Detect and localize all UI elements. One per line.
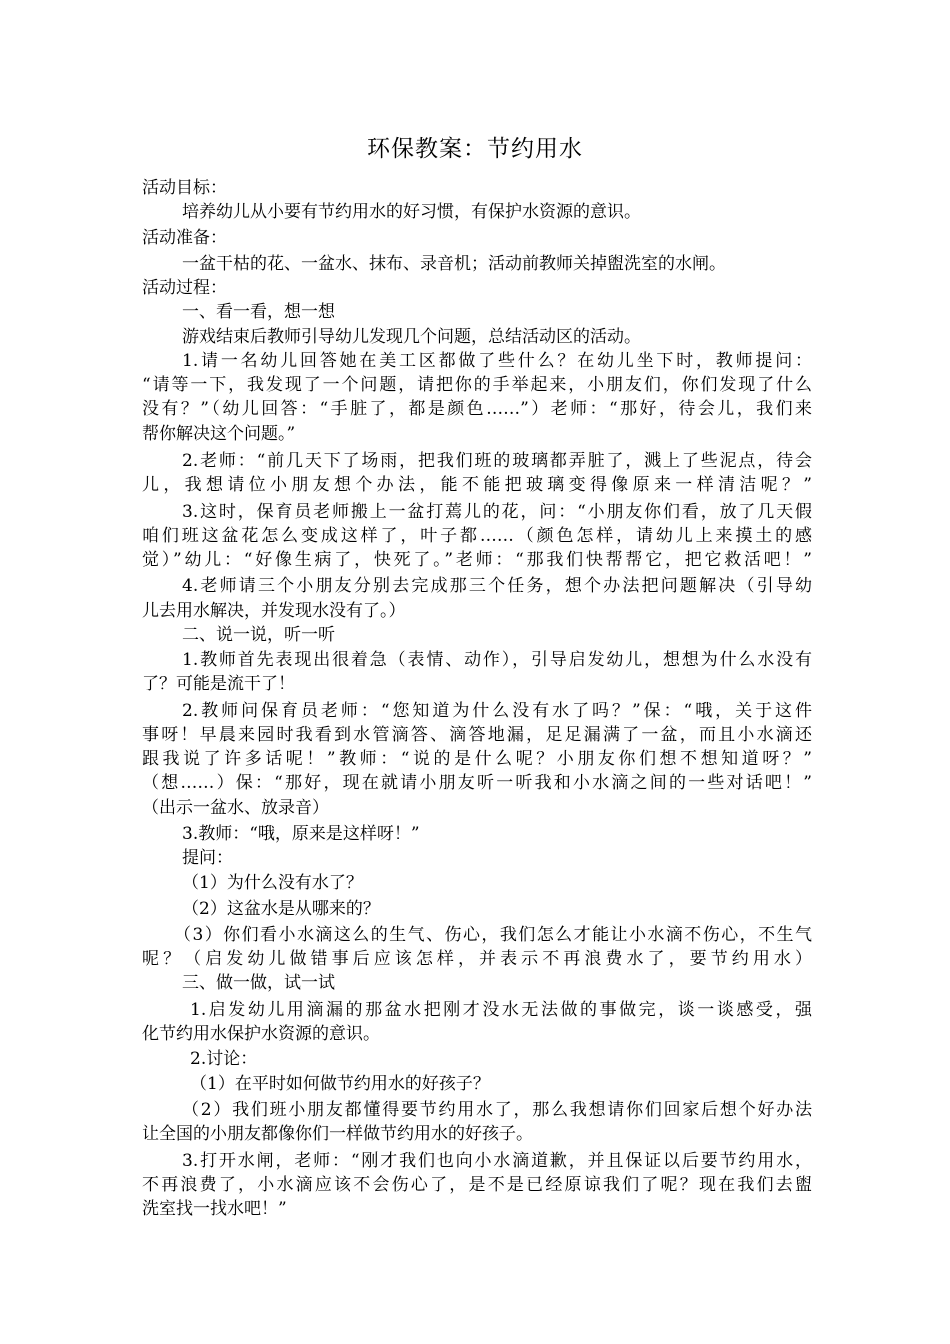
paragraph-line: 1.启发幼儿用滴漏的那盆水把刚才没水无法做的事做完，谈一谈感受，强 [190,1000,812,1020]
paragraph-line: 活动准备： [142,228,227,248]
paragraph-line: 2.老师：“前几天下了场雨，把我们班的玻璃都弄脏了，溅上了些泥点，待会 [182,451,812,471]
paragraph-line: 活动目标： [142,178,227,198]
paragraph-line: （1）在平时如何做节约用水的好孩子？ [190,1074,490,1094]
paragraph-line: 提问： [182,848,233,868]
paragraph-line: 三、做一做，试一试 [182,973,335,993]
paragraph-line: （2）我们班小朋友都懂得要节约用水了，那么我想请你们回家后想个好办法 [182,1100,812,1120]
document-title: 环保教案：节约用水 [367,136,583,162]
paragraph-line: 不再浪费了，小水滴应该不会伤心了，是不是已经原谅我们了呢？现在我们去盥 [142,1175,812,1195]
paragraph-line: 3.打开水闸，老师：“刚才我们也向小水滴道歉，并且保证以后要节约用水， [182,1151,812,1171]
paragraph-line: 了？可能是流干了！ [142,674,295,694]
paragraph-line: 呢？（启发幼儿做错事后应该怎样，并表示不再浪费水了，要节约用水） [142,949,812,969]
paragraph-line: 1.请一名幼儿回答她在美工区都做了些什么？在幼儿坐下时，教师提问： [182,351,812,371]
paragraph-line: 2.教师问保育员老师：“您知道为什么没有水了吗？”保：“哦，关于这件 [182,701,812,721]
paragraph-line: 二、说一说，听一听 [182,625,335,645]
paragraph-line: 帮你解决这个问题。” [142,424,296,444]
paragraph-line: 1.教师首先表现出很着急（表情、动作），引导启发幼儿，想想为什么水没有 [182,650,812,670]
paragraph-line: （想……）保：“那好，现在就请小朋友听一听我和小水滴之间的一些对话吧！” [142,773,812,793]
paragraph-line: （出示一盆水、放录音） [142,798,329,818]
paragraph-line: 化节约用水保护水资源的意识。 [142,1024,380,1044]
paragraph-line: 游戏结束后教师引导幼儿发现几个问题，总结活动区的活动。 [182,327,641,347]
paragraph-line: “请等一下，我发现了一个问题，请把你的手举起来，小朋友们，你们发现了什么 [142,375,812,395]
paragraph-line: 活动过程： [142,278,227,298]
paragraph-line: 一、看一看，想一想 [182,302,335,322]
paragraph-line: 事呀！早晨来园时我看到水管滴答、滴答地漏，足足漏满了一盆，而且小水滴还 [142,725,812,745]
paragraph-line: 儿，我想请位小朋友想个办法，能不能把玻璃变得像原来一样清洁呢？” [142,475,812,495]
paragraph-line: 咱们班这盆花怎么变成这样了，叶子都……（颜色怎样，请幼儿上来摸土的感 [142,526,812,546]
paragraph-line: 3.教师：“哦，原来是这样呀！” [182,824,420,844]
paragraph-line: 儿去用水解决，并发现水没有了。） [142,601,406,621]
paragraph-line: 让全国的小朋友都像你们一样做节约用水的好孩子。 [142,1124,533,1144]
paragraph-line: 觉）”幼儿：“好像生病了，快死了。”老师：“那我们快帮帮它，把它救活吧！” [142,550,812,570]
paragraph-line: 洗室找一找水吧！” [142,1199,287,1219]
paragraph-line: 3.这时，保育员老师搬上一盆打蔫儿的花，问：“小朋友你们看，放了几天假 [182,502,812,522]
paragraph-line: 4.老师请三个小朋友分别去完成那三个任务，想个办法把问题解决（引导幼 [182,576,812,596]
paragraph-line: （1）为什么没有水了？ [182,873,363,893]
paragraph-line: 一盆干枯的花、一盆水、抹布、录音机；活动前教师关掉盥洗室的水闸。 [182,254,726,274]
paragraph-line: 2.讨论： [190,1049,258,1069]
paragraph-line: 培养幼儿从小要有节约用水的好习惯，有保护水资源的意识。 [182,202,641,222]
paragraph-line: （2）这盆水是从哪来的？ [182,899,380,919]
paragraph-line: （3）你们看小水滴这么的生气、伤心，我们怎么才能让小水滴不伤心，不生气 [174,925,812,945]
paragraph-line: 没有？”（幼儿回答：“手脏了，都是颜色……”）老师：“那好，待会儿，我们来 [142,399,812,419]
paragraph-line: 跟我说了许多话呢！”教师：“说的是什么呢？小朋友你们想不想知道呀？” [142,749,812,769]
